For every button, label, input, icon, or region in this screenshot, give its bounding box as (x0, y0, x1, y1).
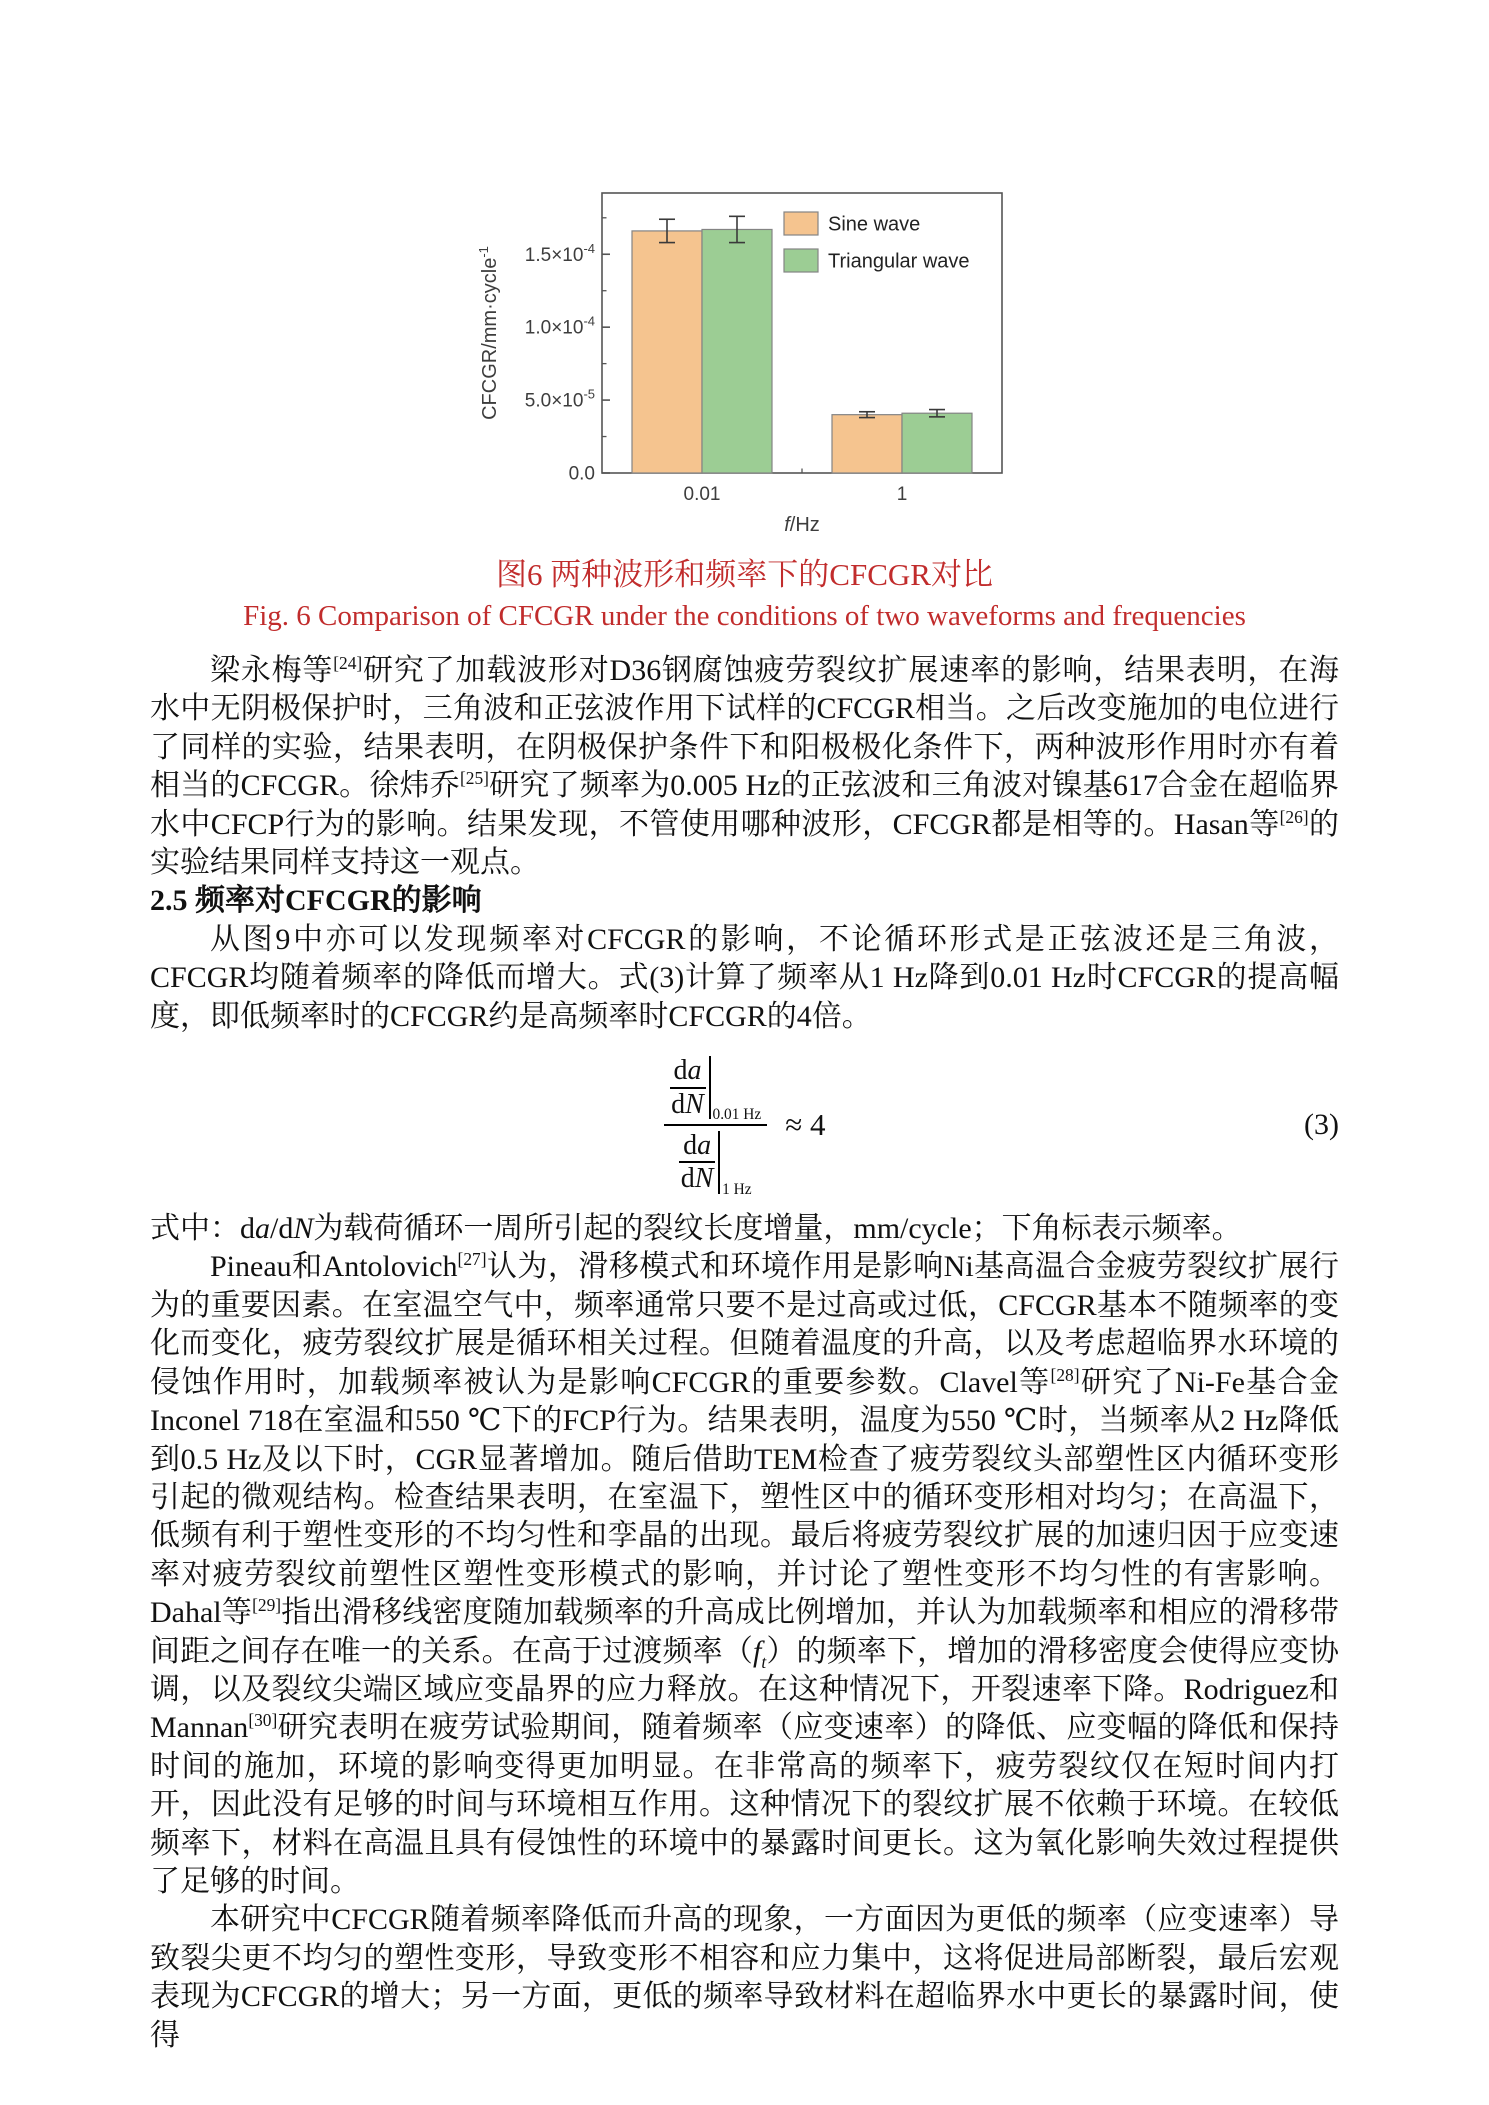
fraction-line (664, 1124, 768, 1126)
subscript-low-frequency: 0.01 Hz (712, 1106, 762, 1124)
figure-caption-cn: 图6 两种波形和频率下的CFCGR对比 (496, 557, 993, 592)
svg-text:1.0×10-4: $1.0\times 10^{-4}$ (524, 313, 595, 339)
svg-text:0.0: 0.0 (568, 463, 595, 485)
da-dn-numerator: da dN (671, 1055, 704, 1120)
figure-caption-en: Fig. 6 Comparison of CFCGR under the conditions of two waveforms and frequencies (243, 600, 1246, 632)
evaluated-at-bar (718, 1131, 720, 1194)
evaluated-at-bar (709, 1056, 711, 1119)
y-axis (525, 218, 610, 485)
cfcgr-bar-chart (472, 178, 1017, 540)
equation-fraction (664, 1054, 768, 1196)
equation-number: (3) (1304, 1108, 1339, 1142)
x-axis-title: f/Hz (784, 514, 820, 536)
y-axis-title: CFCGR/mm·cycle$^{-1}$ (476, 246, 501, 420)
subscript-high-frequency: 1 Hz (722, 1180, 752, 1198)
svg-text:5.0×10-5: $5.0\times 10^{-5}$ (524, 386, 595, 412)
page-content (150, 0, 1339, 2055)
paragraph-literature-frequency: Pineau和Antolovich[27]认为，滑移模式和环境作用是影响Ni基高温合金疲劳裂纹扩展行为的重要因素。在室温空气中，频率通常只要不是过高或过低，CFCGR基本不随频率的变化而变化，疲劳裂纹扩展是循环相关过程。但随着温度的升高，以及考虑超临界水环境的侵蚀作用时，加载频率被认为是影响CFCGR的重要参数。Clavel等[28]研究了Ni-Fe基合金Inconel 718在室温和550 ℃下的FCP行为。结果表明，温度为550 ℃时，当频率从2 Hz降低到0.5 Hz及以下时，CGR显著增加。随后借助TEM检查了疲劳裂纹头部塑性区内循环变形引起的微观结构。检查结果表明，在室温下，塑性区中的循环变形相对均匀；在高温下，低频有利于塑性变形的不均匀性和孪晶的出现。最后将疲劳裂纹扩展的加速归因于应变速率对疲劳裂纹前塑性区塑性变形模式的影响，并讨论了塑性变形不均匀性的有害影响。Dahal等[29]指出滑移线密度随加载频率的升高成比例增加，并认为加载频率和相应的滑移带间距之间存在唯一的关系。在高于过渡频率$(f_t)$的频率下，增加的滑移密度会使得应变协调，以及裂纹尖端区域应变晶界的应力释放。在这种情况下，开裂速率下降。Rodriguez和Mannan[30]研究表明在疲劳试验期间，随着频率（应变速率）的降低、应变幅的降低和保持时间的施加，环境的影响变得更加明显。在非常高的频率下，疲劳裂纹仅在短时间内打开，因此没有足够的时间与环境相互作用。这种情况下的裂纹扩展不依赖于环境。在较低频率下，材料在高温且具有侵蚀性的环境中的暴露时间更长。这为氧化影响失效过程提供了足够的时间。 (150, 1249, 1340, 1898)
svg-text:Triangular wave: Triangular wave (828, 250, 970, 273)
equation-3 (150, 1050, 1339, 1200)
legend (784, 212, 970, 273)
svg-text:1: 1 (896, 484, 908, 505)
da-dn-denominator: da dN (680, 1130, 714, 1195)
approx-value: ≈ 4 (785, 1107, 826, 1143)
paragraph-frequency-intro: 从图9中亦可以发现频率对CFCGR的影响，不论循环形式是正弦波还是三角波，CFCGR均随着频率的降低而增大。式(3)计算了频率从1 Hz降到0.01 Hz时CFCGR的提高幅度，即低频率时的CFCGR约是高频率时CFCGR的4倍。 (150, 922, 1339, 1033)
svg-text:Sine wave: Sine wave (828, 213, 921, 236)
equation-numerator (664, 1054, 768, 1124)
paragraph-equation-note: 式中：da/dN为载荷循环一周所引起的裂纹长度增量，mm/cycle；下角标表示频率。 (150, 1212, 1242, 1246)
svg-text:1.5×10-4: $1.5\times 10^{-4}$ (524, 240, 595, 266)
figure-6 (150, 178, 1339, 636)
svg-text:0.01: 0.01 (683, 484, 721, 505)
equation-denominator (673, 1129, 758, 1196)
body-text (150, 652, 1339, 2055)
paragraph-waveform-effect: 梁永梅等[24]研究了加载波形对D36钢腐蚀疲劳裂纹扩展速率的影响，结果表明，在海水中无阴极保护时，三角波和正弦波作用下试样的CFCGR相当。之后改变施加的电位进行了同样的实验，结果表明，在阴极保护条件下和阳极极化条件下，两种波形作用时亦有着相当的CFCGR。徐炜乔[25]研究了频率为0.005 Hz的正弦波和三角波对镍基617合金在超临界水中CFCP行为的影响。结果发现，不管使用哪种波形，CFCGR都是相等的。Hasan等[26]的实验结果同样支持这一观点。 (150, 653, 1340, 880)
paragraph-study-discussion: 本研究中CFCGR随着频率降低而升高的现象，一方面因为更低的频率（应变速率）导致裂尖更不均匀的塑性变形，导致变形不相容和应力集中，这将促进局部断裂，最后宏观表现为CFCGR的增大；另一方面，更低的频率导致材料在超临界水中更长的暴露时间，使得 (150, 1903, 1339, 2052)
section-heading-2-5: 2.5 频率对CFCGR的影响 (150, 884, 482, 918)
